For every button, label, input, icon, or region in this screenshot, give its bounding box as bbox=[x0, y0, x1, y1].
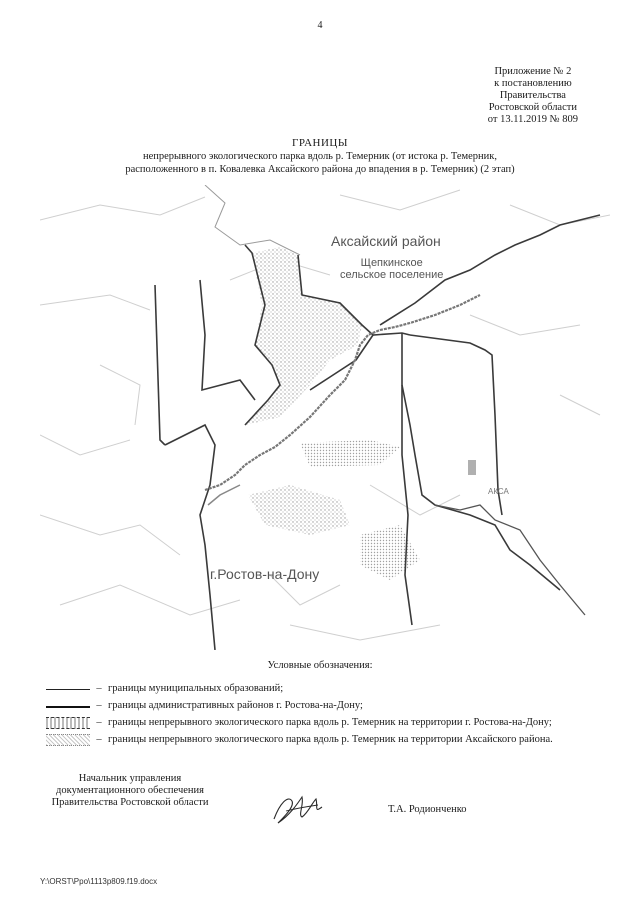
signatory-position-line: Правительства Ростовской области bbox=[51, 797, 209, 808]
legend-symbol-park-city bbox=[46, 717, 90, 729]
map-label-edge: АКСА bbox=[488, 487, 509, 496]
title-heading: ГРАНИЦЫ bbox=[292, 137, 348, 149]
legend-dash: – bbox=[96, 734, 102, 745]
legend-symbol-municipal bbox=[46, 689, 90, 694]
legend-text: границы непрерывного экологического парка вдоль р. Темерник на территории Аксайского района. bbox=[108, 734, 553, 745]
signatory-position-line: Начальник управления bbox=[78, 773, 182, 784]
map-label-settlement-line: Щепкинское bbox=[360, 257, 423, 269]
legend-symbol-admin bbox=[46, 706, 90, 711]
appendix-line: Приложение № 2 bbox=[494, 66, 572, 77]
park-area-city-2 bbox=[360, 525, 420, 580]
legend-item bbox=[46, 731, 606, 748]
legend-text: границы непрерывного экологического парка вдоль р. Темерник на территории г. Ростова-на-Дону; bbox=[108, 717, 552, 728]
map-label-city: г.Ростов-на-Дону bbox=[210, 566, 320, 582]
legend bbox=[46, 680, 606, 748]
park-area-small bbox=[468, 460, 476, 475]
legend-item bbox=[46, 697, 606, 714]
file-path-footer: Y:\ORST\Ppo\1113p809.f19.docx bbox=[40, 877, 158, 886]
background-roads bbox=[40, 190, 610, 640]
signatory-position-line: документационного обеспечения bbox=[56, 785, 204, 796]
legend-item bbox=[46, 714, 606, 731]
title-subtitle-line: непрерывного экологического парка вдоль р. Темерник (от истока р. Темерник, bbox=[142, 151, 498, 162]
map-drawing bbox=[40, 185, 610, 650]
map-label-settlement bbox=[340, 257, 443, 281]
document-title bbox=[40, 137, 600, 176]
legend-item bbox=[46, 680, 606, 697]
legend-symbol-park-aksai bbox=[46, 734, 90, 746]
appendix-header bbox=[488, 66, 578, 126]
park-area-aksai-2 bbox=[300, 440, 400, 467]
legend-dash: – bbox=[96, 717, 102, 728]
legend-dash: – bbox=[96, 700, 102, 711]
appendix-line: Правительства bbox=[499, 90, 566, 101]
legend-text: границы муниципальных образований; bbox=[108, 683, 284, 694]
appendix-line: Ростовской области bbox=[488, 102, 577, 113]
boundary-map bbox=[40, 185, 610, 650]
title-subtitle-line: расположенного в п. Ковалевка Аксайского района до впадения в р. Темерник) (2 этап) bbox=[125, 164, 515, 175]
legend-title: Условные обозначения: bbox=[267, 660, 373, 671]
signatory-name: Т.А. Родионченко bbox=[388, 804, 467, 815]
page-number: 4 bbox=[317, 20, 323, 31]
road-line bbox=[205, 185, 300, 255]
park-area-city bbox=[248, 485, 350, 535]
signatory-position bbox=[40, 773, 220, 809]
legend-text: границы административных районов г. Ростова-на-Дону; bbox=[108, 700, 363, 711]
legend-dash: – bbox=[96, 683, 102, 694]
map-label-settlement-line: сельское поселение bbox=[340, 269, 444, 281]
handwritten-signature bbox=[268, 789, 328, 829]
tributary-line bbox=[435, 505, 585, 615]
appendix-line: от 13.11.2019 № 809 bbox=[487, 114, 578, 125]
appendix-line: к постановлению bbox=[494, 78, 572, 89]
map-label-district: Аксайский район bbox=[331, 233, 441, 249]
